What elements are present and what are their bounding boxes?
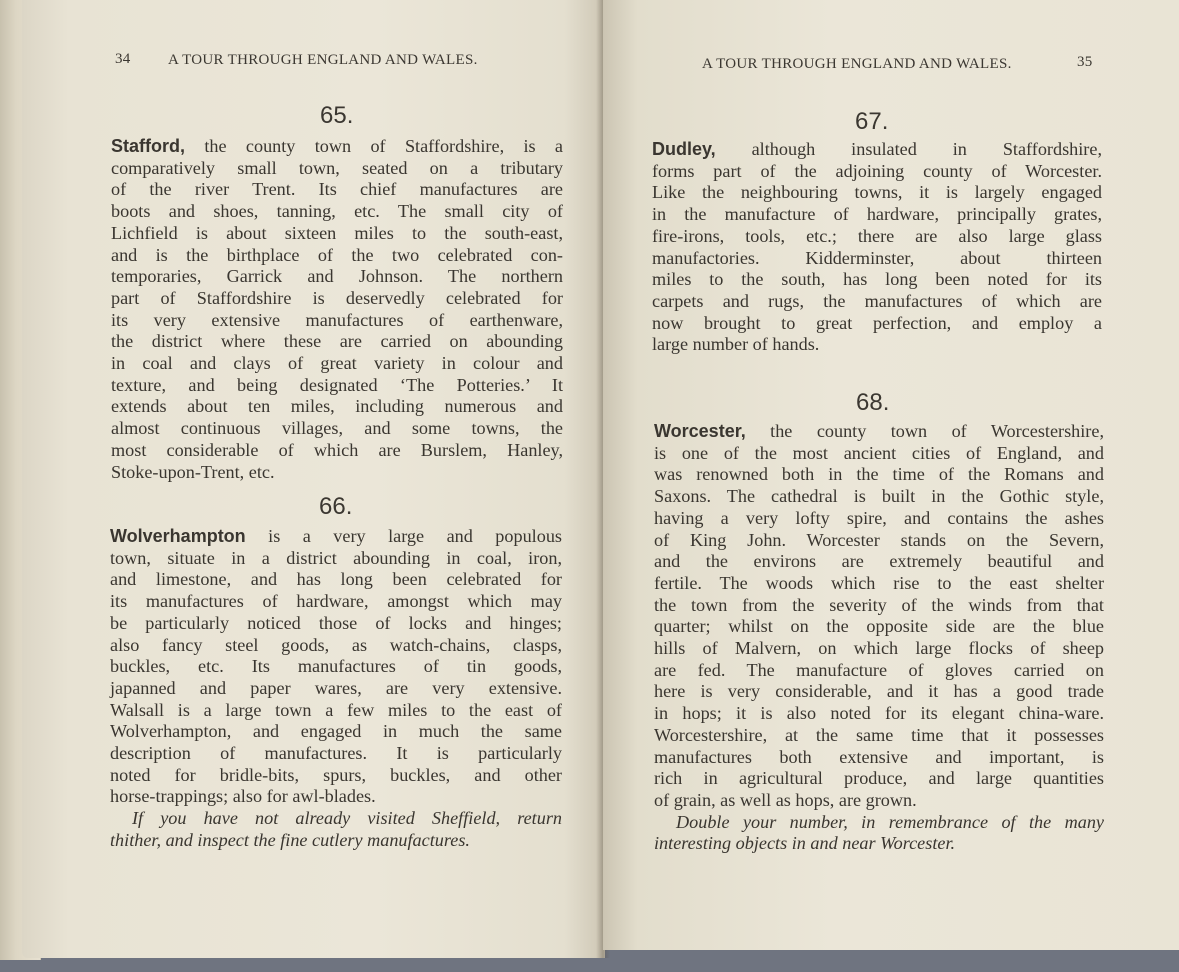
line-text: is one of the most ancient cities of England, and — [654, 442, 1104, 463]
right-page-number: 35 — [1077, 54, 1093, 70]
text-line — [111, 462, 563, 484]
section-number-67: 67. — [855, 108, 889, 135]
line-text: noted for bridle-bits, spurs, buckles, and other — [110, 764, 562, 785]
text-line — [652, 139, 1102, 161]
text-line — [652, 161, 1102, 183]
text-line — [652, 226, 1102, 248]
text-line — [654, 681, 1104, 703]
section-head-word: Worcester, — [654, 421, 746, 441]
line-text: Lichfield is about sixteen miles to the south-east, — [111, 222, 563, 243]
text-line — [654, 551, 1104, 573]
text-line — [111, 375, 563, 397]
section-head-word: Stafford, — [111, 136, 185, 156]
text-line — [654, 421, 1104, 443]
text-line — [110, 656, 562, 678]
right-page — [603, 0, 1179, 950]
line-text: carpets and rugs, the manufactures of which are — [652, 290, 1102, 311]
text-line — [654, 595, 1104, 617]
section-68-text — [654, 421, 1104, 855]
section-number-68: 68. — [856, 389, 890, 416]
line-text: Stoke-upon-Trent, etc. — [111, 461, 275, 482]
text-line — [111, 418, 563, 440]
text-line — [111, 158, 563, 180]
line-text: and is the birthplace of the two celebrated con- — [111, 244, 563, 265]
text-line — [111, 310, 563, 332]
line-text: boots and shoes, tanning, etc. The small city of — [111, 201, 563, 222]
line-text: and the environs are extremely beautiful and — [654, 551, 1104, 572]
instruction-line: thither, and inspect the fine cutlery manufactures. — [110, 829, 470, 850]
text-line — [111, 266, 563, 288]
line-text: was renowned both in the time of the Romans and — [654, 464, 1104, 485]
text-line — [110, 786, 562, 808]
line-text: japanned and paper wares, are very extensive. — [110, 677, 562, 698]
line-text: most considerable of which are Burslem, Hanley, — [111, 439, 563, 460]
text-line — [111, 353, 563, 375]
line-text: its manufactures of hardware, amongst which may — [110, 591, 562, 612]
text-line — [110, 569, 562, 591]
line-text: Saxons. The cathedral is built in the Gothic style, — [654, 486, 1104, 507]
line-text: large number of hands. — [652, 334, 820, 355]
line-text: of grain, as well as hops, are grown. — [654, 789, 917, 810]
text-line — [111, 136, 563, 158]
text-line — [110, 548, 562, 570]
line-text: buckles, etc. Its manufactures of tin goods, — [110, 656, 562, 677]
line-text: are fed. The manufacture of gloves carried on — [654, 659, 1104, 680]
text-line — [654, 768, 1104, 790]
line-text: forms part of the adjoining county of Worcester. — [652, 160, 1102, 181]
line-text: its very extensive manufactures of earthenware, — [111, 309, 563, 330]
line-text: Like the neighbouring towns, it is largely engaged — [652, 182, 1102, 203]
text-line — [111, 201, 563, 223]
text-line — [652, 313, 1102, 335]
text-line — [111, 331, 563, 353]
line-text: rich in agricultural produce, and large quantities — [654, 768, 1104, 789]
section-number-66: 66. — [319, 493, 353, 520]
line-text: Wolverhampton, and engaged in much the same — [110, 721, 562, 742]
line-text: part of Staffordshire is deservedly celebrated for — [111, 287, 563, 308]
text-line — [654, 508, 1104, 530]
line-text: and limestone, and has long been celebrated for — [110, 569, 562, 590]
text-line — [654, 530, 1104, 552]
text-line — [652, 291, 1102, 313]
text-line — [654, 660, 1104, 682]
line-text: in the manufacture of hardware, principally grates, — [652, 204, 1102, 225]
line-text: Walsall is a large town a few miles to the east of — [110, 699, 562, 720]
line-text: extends about ten miles, including numerous and — [111, 396, 563, 417]
text-line — [110, 635, 562, 657]
text-line — [652, 204, 1102, 226]
text-line — [652, 269, 1102, 291]
text-line — [110, 613, 562, 635]
section-head-word: Dudley, — [652, 139, 716, 159]
text-line — [110, 526, 562, 548]
text-line — [654, 790, 1104, 812]
line-text: temporaries, Garrick and Johnson. The northern — [111, 266, 563, 287]
line-text: hills of Malvern, on which large flocks of sheep — [654, 638, 1104, 659]
right-running-title: A TOUR THROUGH ENGLAND AND WALES. — [702, 56, 1012, 72]
line-text: comparatively small town, seated on a tributary — [111, 157, 563, 178]
section-67-text — [652, 139, 1102, 356]
line-text: fertile. The woods which rise to the east shelter — [654, 572, 1104, 593]
line-text: quarter; whilst on the opposite side are the blue — [654, 616, 1104, 637]
section-number-65: 65. — [320, 102, 354, 129]
text-line — [652, 182, 1102, 204]
text-line — [111, 223, 563, 245]
text-line — [111, 440, 563, 462]
line-text: manufactures both extensive and important, is — [654, 746, 1104, 767]
text-line — [654, 725, 1104, 747]
line-text: town, situate in a district abounding in coal, iron, — [110, 547, 562, 568]
text-line — [652, 248, 1102, 270]
line-text: horse-trappings; also for awl-blades. — [110, 786, 376, 807]
section-head-word: Wolverhampton — [110, 526, 246, 546]
line-text: fire-irons, tools, etc.; there are also large glass — [652, 225, 1102, 246]
line-text: in coal and clays of great variety in colour and — [111, 353, 563, 374]
text-line — [110, 700, 562, 722]
text-line — [652, 334, 1102, 356]
line-text: also fancy steel goods, as watch-chains, clasps, — [110, 634, 562, 655]
text-line — [110, 678, 562, 700]
text-line — [111, 179, 563, 201]
text-line — [654, 638, 1104, 660]
left-running-title: A TOUR THROUGH ENGLAND AND WALES. — [168, 52, 478, 68]
line-text: the county town of Staffordshire, is a — [185, 136, 563, 156]
text-line — [654, 703, 1104, 725]
line-text: is a very large and populous — [245, 526, 562, 546]
line-text: description of manufactures. It is particularly — [110, 743, 562, 764]
line-text: texture, and being designated ‘The Potteries.’ It — [111, 374, 563, 395]
text-line — [111, 288, 563, 310]
left-page — [22, 0, 605, 958]
section-65-text — [111, 136, 563, 483]
line-text: now brought to great perfection, and employ a — [652, 312, 1102, 333]
line-text: be particularly noticed those of locks and hinges; — [110, 612, 562, 633]
line-text: miles to the south, has long been noted for its — [652, 269, 1102, 290]
text-line — [654, 486, 1104, 508]
text-line — [654, 747, 1104, 769]
line-text: the district where these are carried on abounding — [111, 331, 563, 352]
instruction-line: Double your number, in remembrance of the many — [676, 811, 1104, 832]
left-page-number: 34 — [115, 51, 131, 67]
text-line — [110, 743, 562, 765]
line-text: in hops; it is also noted for its elegant china-ware. — [654, 703, 1104, 724]
instruction-line: interesting objects in and near Worcester. — [654, 833, 956, 854]
text-line — [110, 765, 562, 787]
instruction-line: If you have not already visited Sheffield, return — [132, 808, 562, 829]
text-line — [654, 616, 1104, 638]
line-text: although insulated in Staffordshire, — [715, 139, 1102, 159]
text-line — [110, 721, 562, 743]
line-text: of King John. Worcester stands on the Severn, — [654, 529, 1104, 550]
line-text: of the river Trent. Its chief manufactures are — [111, 179, 563, 200]
line-text: the county town of Worcestershire, — [745, 421, 1104, 441]
line-text: the town from the severity of the winds from that — [654, 594, 1104, 615]
text-line — [111, 396, 563, 418]
line-text: having a very lofty spire, and contains the ashes — [654, 507, 1104, 528]
text-line — [654, 464, 1104, 486]
line-text: Worcestershire, at the same time that it possesses — [654, 724, 1104, 745]
text-line — [110, 591, 562, 613]
line-text: manufactories. Kidderminster, about thirteen — [652, 247, 1102, 268]
line-text: almost continuous villages, and some towns, the — [111, 418, 563, 439]
text-line — [654, 573, 1104, 595]
section-66-text — [110, 526, 562, 852]
line-text: here is very considerable, and it has a good trade — [654, 681, 1104, 702]
text-line — [111, 245, 563, 267]
text-line — [654, 443, 1104, 465]
